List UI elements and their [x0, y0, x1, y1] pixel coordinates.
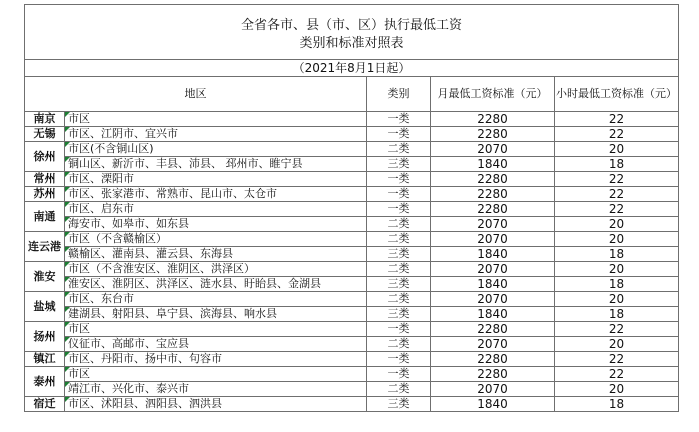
monthly-wage: 1840 — [431, 157, 555, 172]
area-list: 市区、启东市 — [65, 202, 367, 217]
hourly-wage: 20 — [555, 382, 679, 397]
area-list: 市区（不含淮安区、淮阴区、洪泽区） — [65, 262, 367, 277]
hourly-wage: 18 — [555, 277, 679, 292]
hourly-wage: 22 — [555, 127, 679, 142]
hourly-wage: 22 — [555, 367, 679, 382]
category-cell: 三类 — [367, 397, 431, 412]
monthly-wage: 2070 — [431, 292, 555, 307]
effective-date: （2021年8月1日起） — [25, 60, 679, 77]
table-row — [25, 397, 679, 412]
city-name: 泰州 — [25, 367, 65, 397]
city-name: 扬州 — [25, 322, 65, 352]
category-cell: 二类 — [367, 262, 431, 277]
monthly-wage: 2280 — [431, 127, 555, 142]
hourly-wage: 18 — [555, 247, 679, 262]
header-row — [25, 77, 679, 112]
monthly-wage: 2070 — [431, 232, 555, 247]
header-region: 地区 — [25, 77, 367, 112]
hourly-wage: 22 — [555, 202, 679, 217]
table-row — [25, 337, 679, 352]
wage-table — [24, 4, 679, 412]
table-row — [25, 217, 679, 232]
category-cell: 一类 — [367, 367, 431, 382]
city-name: 常州 — [25, 172, 65, 187]
category-cell: 一类 — [367, 352, 431, 367]
hourly-wage: 20 — [555, 262, 679, 277]
monthly-wage: 2070 — [431, 382, 555, 397]
city-name: 淮安 — [25, 262, 65, 292]
monthly-wage: 1840 — [431, 307, 555, 322]
table-row — [25, 292, 679, 307]
category-cell: 一类 — [367, 112, 431, 127]
area-list: 淮安区、淮阴区、洪泽区、涟水县、盱眙县、金湖县 — [65, 277, 367, 292]
area-list: 靖江市、兴化市、泰兴市 — [65, 382, 367, 397]
hourly-wage: 22 — [555, 322, 679, 337]
hourly-wage: 18 — [555, 307, 679, 322]
monthly-wage: 1840 — [431, 397, 555, 412]
area-list: 市区、丹阳市、扬中市、句容市 — [65, 352, 367, 367]
city-name: 宿迁 — [25, 397, 65, 412]
category-cell: 二类 — [367, 292, 431, 307]
table-row — [25, 202, 679, 217]
hourly-wage: 20 — [555, 337, 679, 352]
city-name: 徐州 — [25, 142, 65, 172]
table-title-line2: 类别和标准对照表 — [25, 35, 679, 60]
table-row — [25, 307, 679, 322]
table-row — [25, 157, 679, 172]
area-list: 市区、沭阳县、泗阳县、泗洪县 — [65, 397, 367, 412]
table-row — [25, 352, 679, 367]
category-cell: 一类 — [367, 187, 431, 202]
monthly-wage: 2280 — [431, 187, 555, 202]
table-title-line1: 全省各市、县（市、区）执行最低工资 — [25, 5, 679, 36]
area-list: 市区、张家港市、常熟市、昆山市、太仓市 — [65, 187, 367, 202]
area-list: 市区 — [65, 367, 367, 382]
monthly-wage: 2070 — [431, 337, 555, 352]
city-name: 苏州 — [25, 187, 65, 202]
table-row — [25, 172, 679, 187]
hourly-wage: 18 — [555, 397, 679, 412]
hourly-wage: 22 — [555, 187, 679, 202]
hourly-wage: 20 — [555, 217, 679, 232]
category-cell: 一类 — [367, 322, 431, 337]
category-cell: 三类 — [367, 157, 431, 172]
wage-table-sheet — [24, 4, 678, 412]
monthly-wage: 2280 — [431, 367, 555, 382]
table-row — [25, 262, 679, 277]
category-cell: 二类 — [367, 337, 431, 352]
monthly-wage: 2280 — [431, 202, 555, 217]
area-list: 赣榆区、灌南县、灌云县、东海县 — [65, 247, 367, 262]
table-row — [25, 277, 679, 292]
table-row — [25, 187, 679, 202]
table-row — [25, 142, 679, 157]
table-row — [25, 367, 679, 382]
category-cell: 一类 — [367, 127, 431, 142]
table-row — [25, 232, 679, 247]
area-list: 市区、溧阳市 — [65, 172, 367, 187]
category-cell: 三类 — [367, 277, 431, 292]
area-list: 仪征市、高邮市、宝应县 — [65, 337, 367, 352]
monthly-wage: 2280 — [431, 172, 555, 187]
category-cell: 二类 — [367, 382, 431, 397]
hourly-wage: 18 — [555, 157, 679, 172]
table-row — [25, 382, 679, 397]
table-row — [25, 247, 679, 262]
area-list: 市区（不含赣榆区） — [65, 232, 367, 247]
category-cell: 二类 — [367, 232, 431, 247]
monthly-wage: 2280 — [431, 322, 555, 337]
city-name: 无锡 — [25, 127, 65, 142]
hourly-wage: 20 — [555, 142, 679, 157]
category-cell: 三类 — [367, 307, 431, 322]
hourly-wage: 22 — [555, 172, 679, 187]
hourly-wage: 22 — [555, 352, 679, 367]
category-cell: 二类 — [367, 217, 431, 232]
hourly-wage: 20 — [555, 292, 679, 307]
table-row — [25, 112, 679, 127]
area-list: 铜山区、新沂市、丰县、沛县、 邳州市、睢宁县 — [65, 157, 367, 172]
city-name: 镇江 — [25, 352, 65, 367]
city-name: 南京 — [25, 112, 65, 127]
monthly-wage: 2280 — [431, 352, 555, 367]
area-list: 市区 — [65, 322, 367, 337]
table-row — [25, 127, 679, 142]
header-category: 类别 — [367, 77, 431, 112]
monthly-wage: 1840 — [431, 277, 555, 292]
monthly-wage: 2070 — [431, 262, 555, 277]
monthly-wage: 1840 — [431, 247, 555, 262]
area-list: 市区、江阴市、宜兴市 — [65, 127, 367, 142]
area-list: 市区、东台市 — [65, 292, 367, 307]
monthly-wage: 2070 — [431, 142, 555, 157]
category-cell: 一类 — [367, 202, 431, 217]
city-name: 盐城 — [25, 292, 65, 322]
monthly-wage: 2280 — [431, 112, 555, 127]
hourly-wage: 22 — [555, 112, 679, 127]
city-name: 南通 — [25, 202, 65, 232]
header-monthly: 月最低工资标准（元） — [431, 77, 555, 112]
area-list: 海安市、如皋市、如东县 — [65, 217, 367, 232]
area-list: 市区 — [65, 112, 367, 127]
monthly-wage: 2070 — [431, 217, 555, 232]
area-list: 建湖县、射阳县、阜宁县、滨海县、响水县 — [65, 307, 367, 322]
category-cell: 三类 — [367, 247, 431, 262]
header-hourly: 小时最低工资标准（元） — [555, 77, 679, 112]
category-cell: 二类 — [367, 142, 431, 157]
area-list: 市区(不含铜山区) — [65, 142, 367, 157]
city-name: 连云港 — [25, 232, 65, 262]
category-cell: 一类 — [367, 172, 431, 187]
hourly-wage: 20 — [555, 232, 679, 247]
table-row — [25, 322, 679, 337]
